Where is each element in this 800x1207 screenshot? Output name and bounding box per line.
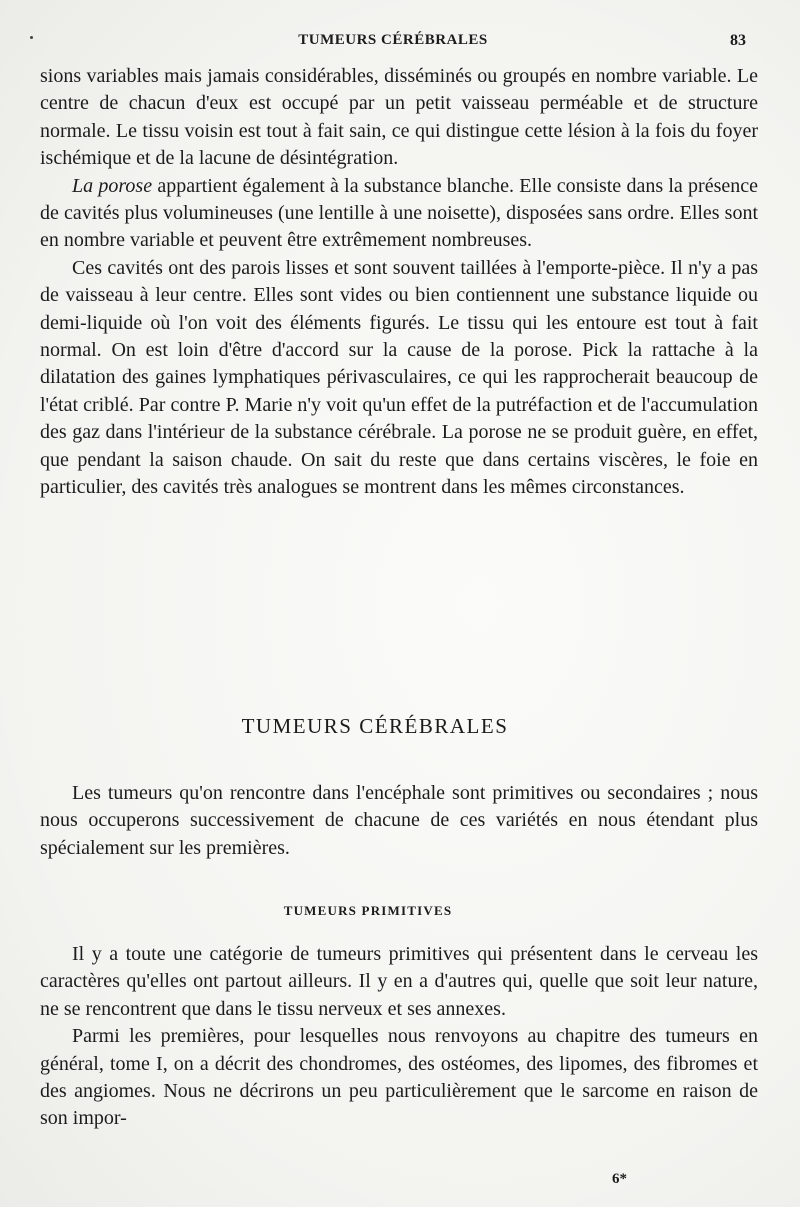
paragraph: Les tumeurs qu'on rencontre dans l'encéphale sont primitives ou secondaires ; nous nous occuperons successivement de chacune de ces variétés en nous étendant plus spécialement sur les premières.: [40, 782, 758, 859]
subsection-heading: TUMEURS PRIMITIVES: [283, 903, 453, 918]
page-number: 83: [730, 32, 746, 49]
emphasis-term: La porose: [72, 174, 153, 197]
running-header: [40, 30, 746, 56]
paragraph-text: appartient également à la substance blanche. Elle consiste dans la présence de cavités plus volumineuses (une lentille à une noisette), disposées sans ordre. Elles sont en nombre variable et peuvent être extrêmement nombreuses.: [40, 174, 759, 252]
section-heading: TUMEURS CÉRÉBRALES: [241, 714, 509, 738]
paragraph: Ces cavités ont des parois lisses et sont souvent taillées à l'emporte-pièce. Il n'y a pas de vaisseau à leur centre. Elles sont vides ou bien contiennent une substance liquide ou demi-liquide où l'on voit des éléments figurés. Le tissu qui les entoure est tout à fait normal. On est loin d'être d'accord sur la cause de la porose. Pick la rattache à la dilatation des gaines lymphatiques périvasculaires, ce qui les rapprocherait beaucoup de l'état criblé. Par contre P. Marie n'y voit qu'un effet de la putréfaction et de l'accumulation des gaz dans l'intérieur de la substance cérébrale. La porose ne se produit guère, en effet, que pendant la saison chaude. On sait du reste que dans certains viscères, le foie en particulier, des cavités très analogues se montrent dans les mêmes circonstances.: [40, 256, 758, 499]
text-block-porose: [40, 63, 758, 502]
running-title: TUMEURS CÉRÉBRALES: [298, 32, 488, 48]
paragraph: sions variables mais jamais considérables, disséminés ou groupés en nombre variable. Le centre de chacun d'eux est occupé par un petit vaisseau perméable et de structure normale. Le tissu voisin est tout à fait sain, ce qui distingue cette lésion à la fois du foyer ischémique et de la lacune de désintégration.: [40, 65, 758, 170]
ink-speck: [30, 36, 33, 39]
paragraph: [40, 173, 758, 255]
paragraph: Parmi les premières, pour lesquelles nous renvoyons au chapitre des tumeurs en général, tome I, on a décrit des chondromes, des ostéomes, des lipomes, des fibromes et des angiomes. Nous ne décrirons un peu particulièrement que le sarcome en raison de son impor-: [40, 1025, 758, 1130]
text-block-primitives: [40, 941, 758, 1133]
paragraph: Il y a toute une catégorie de tumeurs primitives qui présentent dans le cerveau les caractères qu'elles ont partout ailleurs. Il y en a d'autres qui, quelle que soit leur nature, ne se rencontrent que dans le tissu nerveux et ses annexes.: [40, 943, 758, 1020]
text-block-tumeurs: [40, 780, 758, 862]
signature-mark: 6*: [612, 1171, 627, 1187]
